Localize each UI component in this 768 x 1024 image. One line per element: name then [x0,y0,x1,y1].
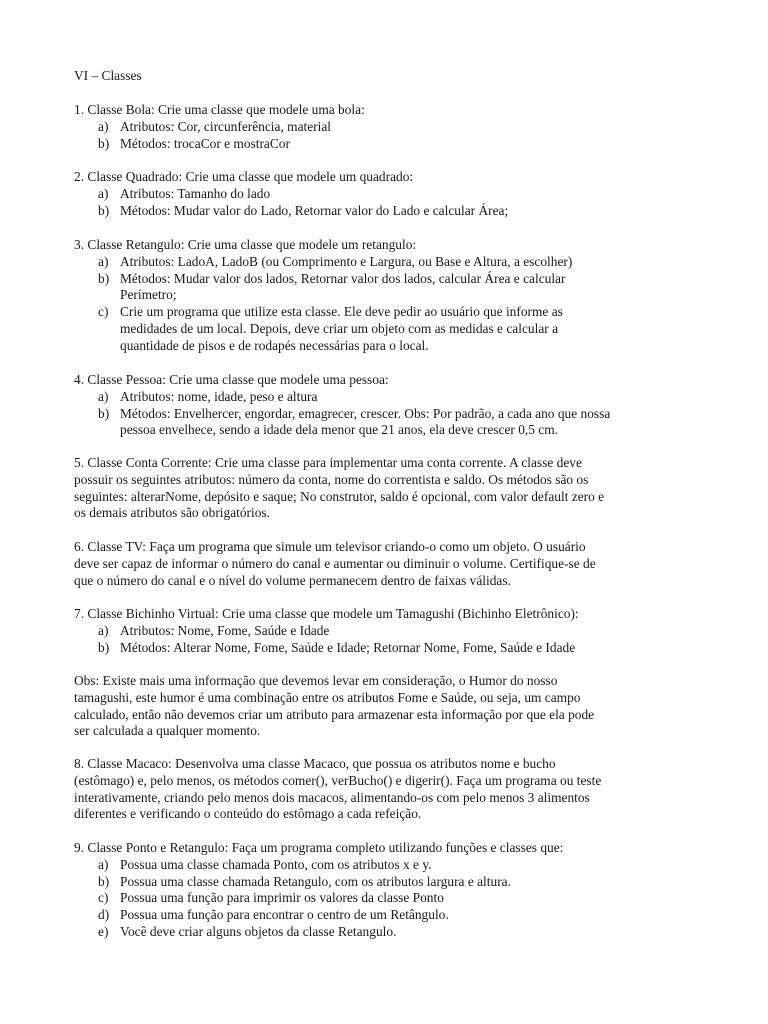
exercise-item [74,840,694,941]
sub-item [74,203,694,220]
sub-item-text [120,924,396,941]
text-line: Métodos: Alterar Nome, Fome, Saúde e Idade; Retornar Nome, Fome, Saúde e Idade [120,639,576,655]
sub-item [74,271,694,305]
text-line: pessoa envelhece, sendo a idade dela menor que 21 anos, ela deve crescer 0,5 cm. [120,422,558,438]
exercise-item [74,606,694,656]
sub-item-letter: a) [98,622,109,638]
sub-item-letter: c) [98,890,109,906]
paragraph-line: tamagushi, este humor é uma combinação entre os atributos Fome e Saúde, ou seja, um campo [74,689,581,705]
paragraph-line: possuir os seguintes atributos: número da conta, nome do correntista e saldo. Os métodos são os [74,471,589,487]
sub-item [74,119,694,136]
sub-item-text [120,907,449,924]
text-line: Métodos: trocaCor e mostraCor [120,135,290,151]
sub-item [74,406,694,440]
sub-item-letter: a) [98,388,109,404]
sub-item-text [120,186,270,203]
exercise-item [74,169,694,219]
paragraph-line: 5. Classe Conta Corrente: Crie uma classe para implementar uma conta corrente. A classe deve [74,455,582,470]
sub-item-letter: b) [98,270,110,286]
exercise-heading: 7. Classe Bichinho Virtual: Crie uma classe que modele um Tamagushi (Bichinho Eletrônico): [74,606,579,621]
sub-item-letter: c) [98,304,109,320]
sub-item-text [120,304,563,354]
exercise-heading: 9. Classe Ponto e Retangulo: Faça um programa completo utilizando funções e classes que: [74,840,564,855]
section-title: VI – Classes [74,68,142,83]
exercise-item [74,102,694,152]
text-line: Atributos: LadoA, LadoB (ou Comprimento e Largura, ou Base e Altura, a escolher) [120,253,573,269]
text-line: Crie um programa que utilize esta classe. Ele deve pedir ao usuário que informe as [120,304,563,320]
sub-item-letter: b) [98,873,110,889]
text-line: Métodos: Mudar valor dos lados, Retornar valor dos lados, calcular Área e calcular [120,270,566,286]
sub-item-letter: d) [98,907,110,923]
sub-item [74,254,694,271]
text-line: Atributos: Cor, circunferência, material [120,118,332,134]
text-line: medidades de um local. Depois, deve criar um objeto com as medidas e calcular a [120,320,559,336]
paragraph-line: (estômago) e, pelo menos, os métodos comer(), verBucho() e digerir(). Faça um programa ou teste [74,772,602,788]
sub-item-text [120,271,565,305]
exercise-item [74,237,694,355]
sub-item [74,623,694,640]
sub-item-text [120,389,317,406]
text-line: Atributos: Tamanho do lado [120,185,271,201]
sub-item [74,304,694,354]
text-line: Possua uma função para imprimir os valores da classe Ponto [120,890,444,906]
paragraph-line: Obs: Existe mais uma informação que devemos levar em consideração, o Humor do nosso [74,673,558,688]
sub-item [74,890,694,907]
sub-item-text [120,857,432,874]
sub-item [74,874,694,891]
sub-item [74,640,694,657]
text-line: Métodos: Envelhercer, engordar, emagrecer, crescer. Obs: Por padrão, a cada ano que nossa [120,405,611,421]
sub-item [74,924,694,941]
paragraph-line: 6. Classe TV: Faça um programa que simule um televisor criando-o como um objeto. O usuário [74,539,586,554]
exercise-heading: 2. Classe Quadrado: Crie uma classe que modele um quadrado: [74,169,414,184]
text-line: Possua uma classe chamada Retangulo, com os atributos largura e altura. [120,873,511,889]
exercise-item [74,455,694,522]
text-line: Métodos: Mudar valor do Lado, Retornar valor do Lado e calcular Área; [120,202,509,218]
sub-item [74,389,694,406]
text-line: Atributos: Nome, Fome, Saúde e Idade [120,622,330,638]
sub-item-letter: b) [98,135,110,151]
sub-item-text [120,119,331,136]
sub-item-text [120,136,290,153]
exercise-heading: 1. Classe Bola: Crie uma classe que modele uma bola: [74,102,365,117]
text-line: Possua uma classe chamada Ponto, com os atributos x e y. [120,856,432,872]
sub-item-letter: a) [98,185,109,201]
text-line: quantidade de pisos e de rodapés necessárias para o local. [120,337,429,353]
paragraph-line: que o número do canal e o nível do volume permanecem dentro de faixas válidas. [74,572,511,588]
sub-item-letter: a) [98,856,109,872]
exercise-heading: 3. Classe Retangulo: Crie uma classe que modele um retangulo: [74,237,417,252]
sub-item-text [120,890,444,907]
exercise-item [74,756,694,823]
text-line: Possua uma função para encontrar o centro de um Retângulo. [120,907,449,923]
paragraph-line: calculado, então não devemos criar um atributo para armazenar esta informação por que ela pode [74,706,595,722]
sub-item-text [120,203,508,220]
sub-item-letter: b) [98,639,110,655]
sub-item-text [120,406,610,440]
sub-item [74,136,694,153]
paragraph-line: ser calculada a qualquer momento. [74,723,261,739]
sub-item [74,907,694,924]
sub-item-letter: b) [98,202,110,218]
paragraph-line: os demais atributos são obrigatórios. [74,505,270,521]
paragraph-line: 8. Classe Macaco: Desenvolva uma classe Macaco, que possua os atributos nome e bucho [74,756,556,771]
text-line: Perímetro; [120,287,177,303]
sub-item-letter: e) [98,923,109,939]
sub-item-text [120,623,329,640]
exercise-item [74,539,694,589]
sub-item-letter: b) [98,405,110,421]
exercise-heading: 4. Classe Pessoa: Crie uma classe que modele uma pessoa: [74,372,389,387]
sub-item [74,857,694,874]
sub-item-text [120,874,511,891]
exercise-item [74,673,694,740]
sub-item-text [120,640,575,657]
paragraph-line: deve ser capaz de informar o número do canal e aumentar ou diminuir o volume. Certifique-se de [74,555,596,571]
paragraph-line: interativamente, criando pelo menos dois macacos, alimentando-os com pelo menos 3 alimentos [74,789,590,805]
exercise-item [74,372,694,439]
sub-item-letter: a) [98,253,109,269]
paragraph-line: seguintes: alterarNome, depósito e saque; No construtor, saldo é opcional, com valor default zero e [74,488,605,504]
sub-item-letter: a) [98,118,109,134]
sub-item [74,186,694,203]
text-line: Você deve criar alguns objetos da classe Retangulo. [120,923,397,939]
paragraph-line: diferentes e verificando o conteúdo do estômago a cada refeição. [74,806,422,822]
text-line: Atributos: nome, idade, peso e altura [120,388,318,404]
sub-item-text [120,254,572,271]
